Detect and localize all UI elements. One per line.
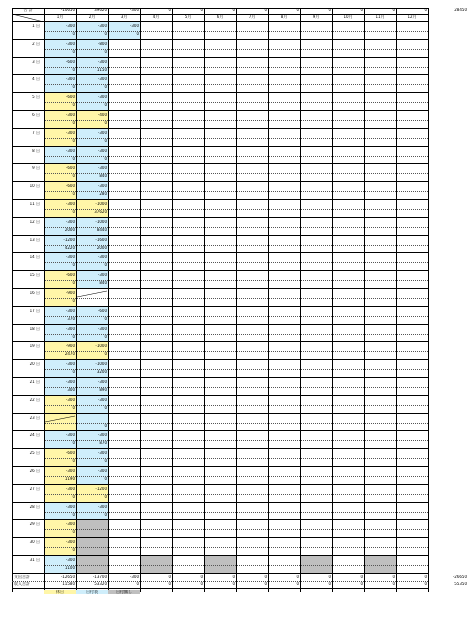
income-value[interactable]: 0 — [104, 121, 107, 125]
income-value[interactable]: 1190 — [64, 477, 75, 481]
day-label: 13 日 — [29, 237, 40, 242]
expense-value[interactable]: -1000 — [95, 202, 107, 206]
expense-value[interactable]: -300 — [97, 130, 107, 135]
grid-line-vertical — [396, 8, 397, 592]
income-value[interactable]: 300 — [67, 388, 75, 392]
income-value[interactable]: 370 — [67, 316, 75, 321]
expense-value[interactable]: -300 — [97, 433, 107, 438]
expense-value[interactable]: -300 — [97, 59, 107, 64]
expense-value[interactable]: -300 — [65, 362, 75, 367]
day-label: 25 日 — [29, 451, 40, 456]
income-value[interactable] — [44, 424, 76, 429]
day-label: 22 日 — [29, 397, 40, 402]
day-label: 14 日 — [29, 255, 40, 260]
expense-value[interactable]: -300 — [97, 77, 107, 82]
grid-line-vertical — [12, 8, 13, 592]
slash-mark — [44, 415, 76, 423]
income-value[interactable]: 0 — [104, 334, 107, 339]
month-header[interactable]: 11月 — [375, 15, 385, 19]
income-value[interactable]: 0 — [104, 49, 107, 54]
expense-value[interactable]: -300 — [97, 397, 107, 402]
month-total-value: -300 — [129, 8, 139, 12]
summary-in-value: 0 — [296, 581, 299, 586]
summary-in-value: 0 — [264, 581, 267, 586]
day-label: 5 日 — [32, 95, 40, 100]
summary-out-label: 支出合計 — [14, 574, 30, 579]
day-label: 2 日 — [32, 41, 40, 46]
expense-value[interactable]: -900 — [65, 291, 75, 295]
summary-out-value: -12650 — [60, 574, 75, 579]
month-header[interactable]: 2月 — [88, 15, 96, 19]
day-label: 26 日 — [29, 469, 40, 473]
income-value[interactable]: 0 — [72, 121, 75, 125]
expense-value[interactable]: -800 — [97, 41, 107, 46]
grid-line-vertical — [108, 8, 109, 592]
income-value[interactable]: 0 — [72, 334, 75, 339]
expense-value[interactable]: -600 — [65, 184, 75, 189]
grand-total-value: 28450 — [454, 8, 467, 12]
month-header[interactable]: 5月 — [184, 15, 192, 19]
summary-in-total: 55350 — [454, 581, 467, 586]
grid-line-vertical — [364, 8, 365, 592]
summary-in-value: 0 — [200, 581, 203, 586]
month-header[interactable]: 9月 — [312, 15, 320, 19]
expense-value[interactable]: -1000 — [95, 362, 107, 367]
day-label: 31 日 — [29, 558, 40, 562]
summary-out-value: 0 — [360, 574, 363, 579]
day-label: 29 日 — [29, 522, 40, 527]
income-value[interactable]: 0 — [72, 49, 75, 54]
day-label: 7 日 — [32, 130, 40, 135]
day-label: 15 日 — [29, 273, 40, 278]
expense-value[interactable]: -300 — [65, 24, 75, 28]
day-label: 4 日 — [32, 77, 40, 82]
expense-value[interactable]: -300 — [97, 469, 107, 473]
day-label: 12 日 — [29, 219, 40, 224]
expense-value[interactable]: -300 — [65, 558, 75, 562]
day-label: 8 日 — [32, 148, 40, 153]
grid-line-vertical — [300, 8, 301, 592]
expense-value[interactable]: -300 — [65, 130, 75, 135]
income-value[interactable]: 0 — [72, 174, 75, 179]
summary-in-value: 0 — [392, 581, 395, 586]
income-value[interactable]: 0 — [72, 156, 75, 161]
income-value[interactable]: 0 — [72, 459, 75, 464]
income-value[interactable]: 0 — [104, 85, 107, 90]
income-value[interactable]: 4220 — [64, 245, 75, 250]
grid-line-vertical — [172, 8, 173, 592]
grid-line-vertical — [428, 8, 429, 592]
month-header[interactable]: 8月 — [280, 15, 288, 19]
income-value[interactable]: 0 — [104, 512, 107, 517]
summary-out-value: -13700 — [92, 574, 107, 579]
day-label: 10 日 — [29, 184, 40, 189]
summary-in-value: 0 — [424, 581, 427, 586]
expense-value[interactable]: -300 — [65, 255, 75, 260]
month-total-value: 0 — [360, 8, 363, 12]
grid-line-vertical — [236, 8, 237, 592]
income-value[interactable]: 0 — [72, 441, 75, 446]
grid-line-vertical — [204, 8, 205, 592]
expense-value[interactable]: -300 — [65, 41, 75, 46]
expense-value[interactable]: -300 — [65, 504, 75, 509]
month-total-value: 0 — [296, 8, 299, 12]
day-label: 30 日 — [29, 540, 40, 545]
day-label: 19 日 — [29, 344, 40, 349]
expense-value[interactable]: -300 — [97, 24, 107, 28]
month-total-value: 0 — [168, 8, 171, 12]
month-total-value: 0 — [328, 8, 331, 12]
income-value[interactable]: 840 — [99, 281, 107, 286]
income-value[interactable]: 0 — [104, 352, 107, 357]
expense-value[interactable]: -300 — [97, 380, 107, 384]
expense-value[interactable]: -300 — [97, 504, 107, 509]
summary-out-value: -300 — [129, 574, 139, 579]
expense-value[interactable]: -300 — [97, 255, 107, 260]
summary-out-total: -26650 — [452, 574, 467, 579]
day-label: 9 日 — [32, 166, 40, 171]
month-total-value: 0 — [200, 8, 203, 12]
grid-line-horizontal — [12, 588, 428, 589]
income-value[interactable]: 0 — [72, 263, 75, 268]
income-value[interactable]: 0 — [72, 405, 75, 410]
income-value[interactable]: 0 — [72, 103, 75, 108]
income-value[interactable]: 2000 — [96, 245, 107, 250]
income-value[interactable]: 0 — [72, 370, 75, 375]
expense-value[interactable]: -300 — [65, 380, 75, 384]
month-total-value: 0 — [424, 8, 427, 12]
expense-value[interactable]: -300 — [97, 273, 107, 278]
summary-in-value: 0 — [232, 581, 235, 586]
day-label: 20 日 — [29, 362, 40, 367]
summary-in-value: 11580 — [62, 581, 75, 586]
summary-in-value: 0 — [168, 581, 171, 586]
summary-in-value: 0 — [328, 581, 331, 586]
day-label: 3 日 — [32, 59, 40, 64]
month-header[interactable]: 7月 — [248, 15, 256, 19]
grid-line-vertical — [268, 8, 269, 592]
income-value[interactable]: 1100 — [64, 566, 75, 570]
income-value[interactable]: 0 — [72, 494, 75, 499]
grid-line-vertical — [332, 8, 333, 592]
income-value[interactable]: 0 — [72, 85, 75, 90]
summary-out-value: 0 — [328, 574, 331, 579]
expense-value[interactable]: -600 — [65, 95, 75, 100]
summary-out-value: 0 — [168, 574, 171, 579]
expense-value[interactable]: -300 — [97, 166, 107, 171]
income-value[interactable]: 0 — [104, 138, 107, 143]
month-header[interactable]: 4月 — [152, 15, 160, 19]
summary-out-value: 0 — [264, 574, 267, 579]
expense-value[interactable]: -300 — [65, 308, 75, 313]
month-header[interactable]: 10月 — [343, 15, 353, 19]
income-value[interactable]: 37620 — [94, 210, 107, 214]
day-label: 6 日 — [32, 113, 40, 117]
income-value[interactable]: 0 — [72, 299, 75, 303]
month-total-value: -10650 — [60, 8, 75, 12]
income-value[interactable]: 0 — [104, 156, 107, 161]
day-label: 23 日 — [29, 415, 40, 420]
month-total-value: 0 — [232, 8, 235, 12]
summary-out-value: 0 — [424, 574, 427, 579]
income-value[interactable]: 840 — [99, 174, 107, 179]
legend-label: 日付無し — [116, 589, 132, 594]
day-label: 17 日 — [29, 308, 40, 313]
income-value[interactable]: 0 — [104, 316, 107, 321]
expense-value[interactable]: -300 — [97, 148, 107, 153]
day-label: 1 日 — [32, 24, 40, 28]
legend-label: 日付表 — [86, 589, 98, 594]
expense-value[interactable]: -300 — [97, 451, 107, 456]
grid-line-horizontal — [12, 581, 428, 582]
grid-line-horizontal — [12, 14, 428, 15]
expense-value[interactable]: -300 — [65, 202, 75, 206]
expense-value[interactable]: -300 — [65, 433, 75, 438]
income-value[interactable]: 0 — [104, 263, 107, 268]
expense-value[interactable]: -300 — [65, 148, 75, 153]
summary-out-value: 0 — [392, 574, 395, 579]
summary-out-value: 0 — [200, 574, 203, 579]
day-label: 21 日 — [29, 380, 40, 384]
expense-value[interactable]: -300 — [65, 486, 75, 491]
income-value[interactable]: 890 — [99, 388, 107, 392]
month-total-value: 39620 — [94, 8, 107, 12]
day-label: 27 日 — [29, 486, 40, 491]
income-value[interactable]: 0 — [104, 423, 107, 428]
income-value[interactable]: 0 — [72, 548, 75, 553]
expense-value[interactable]: -300 — [129, 24, 139, 28]
grid-line-vertical — [76, 8, 77, 592]
expense-value[interactable] — [76, 540, 108, 545]
expense-value[interactable]: -600 — [97, 308, 107, 313]
income-value[interactable]: 0 — [104, 405, 107, 410]
month-total-value: 0 — [392, 8, 395, 12]
header-total-label: 合 計 — [23, 8, 33, 12]
expense-value[interactable] — [76, 416, 108, 421]
income-value[interactable]: 2000 — [64, 227, 75, 232]
income-value[interactable]: 2470 — [64, 352, 75, 357]
expense-value[interactable]: -300 — [97, 184, 107, 189]
income-value[interactable] — [76, 548, 108, 553]
expense-value[interactable]: -300 — [65, 219, 75, 224]
day-label: 24 日 — [29, 433, 40, 438]
day-label: 28 日 — [29, 504, 40, 509]
expense-value[interactable]: -300 — [65, 522, 75, 527]
income-value[interactable]: 0 — [72, 281, 75, 286]
grid-line-horizontal — [12, 8, 428, 9]
income-value[interactable]: 0 — [72, 32, 75, 36]
expense-value[interactable]: -300 — [65, 540, 75, 545]
expense-value[interactable]: -600 — [65, 273, 75, 278]
income-value[interactable] — [76, 299, 108, 304]
income-value[interactable]: 1150 — [96, 67, 107, 72]
expense-value[interactable]: -1600 — [95, 237, 107, 242]
month-header[interactable]: 6月 — [216, 15, 224, 19]
grid-line-vertical — [140, 8, 141, 592]
expense-value[interactable]: -300 — [65, 469, 75, 473]
expense-value[interactable]: -1000 — [95, 219, 107, 224]
expense-value[interactable]: -300 — [65, 397, 75, 402]
expense-value[interactable]: -900 — [65, 344, 75, 349]
income-value[interactable]: 870 — [99, 441, 107, 446]
expense-value[interactable]: -1200 — [95, 486, 107, 491]
month-header[interactable]: 3月 — [120, 15, 128, 19]
income-value[interactable]: 0 — [104, 103, 107, 108]
income-value[interactable] — [76, 530, 108, 535]
spreadsheet — [12, 8, 467, 611]
summary-in-value: 0 — [136, 581, 139, 586]
summary-in-value: 0 — [360, 581, 363, 586]
legend-label: 休日 — [56, 589, 64, 594]
income-value[interactable]: 0 — [72, 210, 75, 214]
grid-line-horizontal — [12, 573, 428, 574]
day-label: 11 日 — [29, 202, 40, 206]
income-value[interactable]: 3200 — [96, 370, 107, 375]
income-value[interactable]: 0 — [72, 512, 75, 517]
summary-out-value: 0 — [232, 574, 235, 579]
slash-mark — [76, 290, 108, 298]
income-value[interactable]: 0 — [104, 459, 107, 464]
expense-value[interactable] — [76, 522, 108, 527]
expense-value[interactable]: -600 — [65, 451, 75, 456]
expense-value[interactable]: -1000 — [95, 344, 107, 349]
expense-value[interactable]: -400 — [97, 113, 107, 117]
income-value[interactable]: 0 — [104, 494, 107, 499]
expense-value[interactable]: -600 — [65, 59, 75, 64]
day-label: 16 日 — [29, 291, 40, 295]
income-value[interactable]: 0 — [72, 138, 75, 143]
summary-in-value: 53320 — [94, 581, 107, 586]
day-label: 18 日 — [29, 326, 40, 331]
income-value[interactable]: 0 — [72, 192, 75, 197]
income-value[interactable] — [76, 566, 108, 571]
expense-value[interactable]: -300 — [97, 95, 107, 100]
expense-value[interactable]: -1200 — [63, 237, 75, 242]
expense-value[interactable] — [76, 558, 108, 563]
grid-line-vertical — [44, 8, 45, 592]
month-header[interactable]: 12月 — [407, 15, 417, 19]
expense-value[interactable]: -300 — [65, 113, 75, 117]
expense-value[interactable]: -600 — [65, 166, 75, 171]
income-value[interactable]: 0 — [136, 32, 139, 36]
income-value[interactable]: 280 — [99, 192, 107, 197]
month-total-value: 0 — [264, 8, 267, 12]
summary-out-value: 0 — [296, 574, 299, 579]
income-value[interactable]: 0 — [104, 477, 107, 481]
income-value[interactable]: 8440 — [96, 227, 107, 232]
summary-in-label: 収入合計 — [14, 581, 30, 586]
income-value[interactable]: 0 — [72, 67, 75, 72]
income-value[interactable]: 0 — [72, 530, 75, 535]
month-header[interactable]: 1月 — [56, 15, 64, 19]
expense-value[interactable]: -300 — [65, 326, 75, 331]
income-value[interactable]: 0 — [104, 32, 107, 36]
expense-value[interactable]: -300 — [97, 326, 107, 331]
expense-value[interactable]: -300 — [65, 77, 75, 82]
